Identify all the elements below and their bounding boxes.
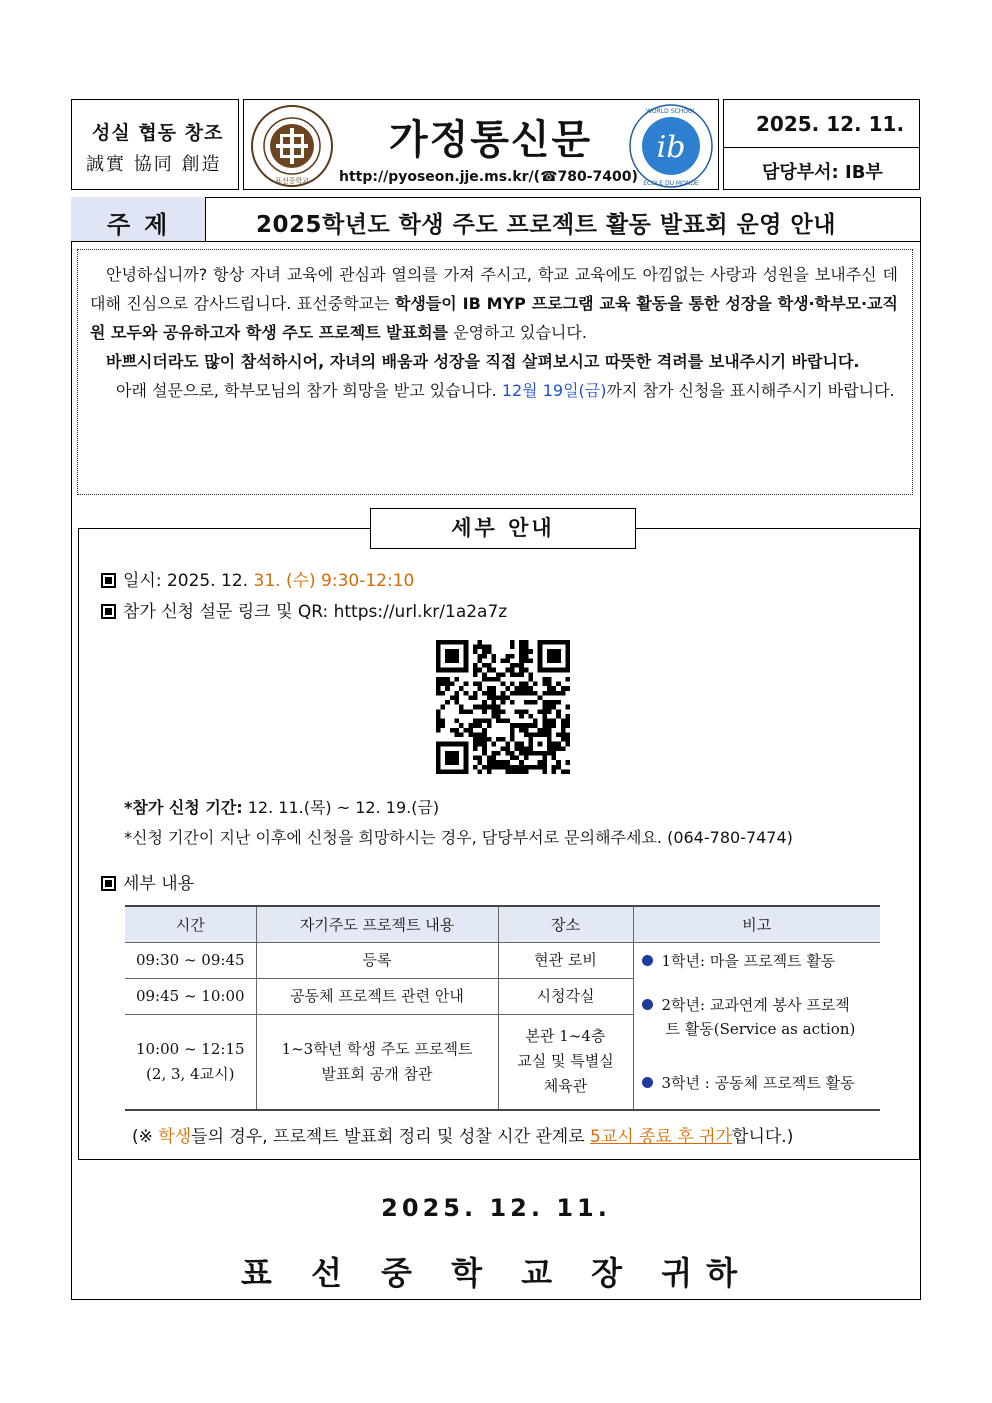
row-place-line-1: 본관 1~4층 xyxy=(525,1027,606,1046)
deadline-highlight: 12월 19일(금) xyxy=(501,381,607,400)
row-place-line-3: 체육관 xyxy=(543,1077,588,1096)
footnote-prefix: (※ xyxy=(132,1127,159,1147)
topic-row-line xyxy=(206,241,921,242)
event-date-line xyxy=(101,566,414,591)
row-time-main: 10:00 ~ 12:15 xyxy=(135,1039,245,1058)
department: 담당부서: IB부 xyxy=(762,162,883,183)
intro-p3-end: 까지 참가 신청을 표시해주시기 바랍니다. xyxy=(606,381,895,400)
survey-line xyxy=(101,597,507,622)
row-place: 현관 로비 xyxy=(498,942,633,978)
application-period xyxy=(124,795,439,818)
row-place-line-2: 교실 및 특별실 xyxy=(517,1052,614,1071)
footnote-suffix: 합니다.) xyxy=(732,1127,794,1147)
bullet-dot-icon xyxy=(642,955,653,966)
row-place: 시청각실 xyxy=(498,978,633,1014)
row-content: 공동체 프로젝트 관련 안내 xyxy=(256,978,498,1014)
remarks-cell xyxy=(633,942,880,1110)
detail-contents-label: 세부 내용 xyxy=(123,874,195,894)
motto-korean: 성실 협동 창조 xyxy=(92,122,224,144)
row-time-sub: (2, 3, 4교시) xyxy=(146,1064,235,1083)
footnote-dismissal: 5교시 종료 후 귀가 xyxy=(590,1127,733,1147)
square-bullet-icon xyxy=(101,876,116,891)
intro-paragraph-2: 바쁘시더라도 많이 참석하시어, 자녀의 배움과 성장을 직접 살펴보시고 따뜻한 격려를 보내주시기 바랍니다. xyxy=(106,352,860,371)
ib-logo-icon xyxy=(628,103,714,189)
schedule-table xyxy=(125,905,880,1111)
school-emblem-icon xyxy=(250,104,334,188)
topic-label: 주제 xyxy=(107,211,182,239)
details-title: 세부 안내 xyxy=(370,508,636,549)
period-value: 12. 11.(목) ~ 12. 19.(금) xyxy=(242,798,440,817)
table-row xyxy=(125,942,880,978)
dept-box xyxy=(723,147,920,190)
intro-box xyxy=(77,249,913,495)
header-place: 장소 xyxy=(498,906,633,942)
remark-text: 3학년 : 공동체 프로젝트 활동 xyxy=(661,1073,855,1092)
svg-text:ÉCOLE DU MONDE: ÉCOLE DU MONDE xyxy=(643,180,699,187)
page-title: 가정통신문 xyxy=(389,117,593,163)
event-date-highlight: 31. (수) 9:30-12:10 xyxy=(253,571,415,591)
table-footnote xyxy=(132,1122,793,1147)
intro-paragraph-3 xyxy=(90,376,898,405)
principal-signature: 표 선 중 학 교 장 귀하 xyxy=(240,1254,752,1292)
motto-hanja: 誠實 協同 創造 xyxy=(86,154,222,175)
remark-grade-2-cont: 트 활동(Service as action) xyxy=(665,1019,856,1038)
intro-p1-start: 안녕하십니까? 항상 자녀 교육에 관심과 열의를 가져 주시고, 학교 교육에도 아낌없는 사랑과 성원을 보내주신 데 대해 진심으로 감사드립니다. 표선중학교는 xyxy=(90,265,898,313)
intro-paragraph-1 xyxy=(90,260,898,347)
remark-grade-2 xyxy=(642,993,873,1017)
header-remark: 비고 xyxy=(633,906,880,942)
svg-text:ib: ib xyxy=(656,130,686,165)
qr-code[interactable] xyxy=(436,640,570,774)
row-content xyxy=(256,1014,498,1110)
topic-label-cell xyxy=(71,197,206,242)
event-date-label: 일시: 2025. 12. xyxy=(123,571,254,591)
remark-text: 2학년: 교과연계 봉사 프로젝 xyxy=(661,995,850,1014)
footnote-middle: 들의 경우, 프로젝트 발표회 정리 및 성찰 시간 관계로 xyxy=(191,1127,591,1147)
intro-p1-end: 운영하고 있습니다. xyxy=(448,323,587,342)
row-content-line-1: 1~3학년 학생 주도 프로젝트 xyxy=(281,1039,473,1058)
title-box xyxy=(243,99,719,190)
survey-link[interactable]: 참가 신청 설문 링크 및 QR: https://url.kr/1a2a7z xyxy=(123,602,508,622)
square-bullet-icon xyxy=(101,604,116,619)
remark-text: 1학년: 마을 프로젝트 활동 xyxy=(661,951,836,970)
intro-p1-bold: 학생들이 IB MYP 프로그램 교육 활동을 통한 성장을 학생·학부모·교직원 모두와 공유하고자 학생 주도 프로젝트 발표회를 xyxy=(90,294,898,342)
period-label: *참가 신청 기간: xyxy=(124,798,243,817)
intro-p3-start: 아래 설문으로, 학부모님의 참가 희망을 받고 있습니다. xyxy=(116,381,502,400)
date-box xyxy=(723,99,920,148)
remark-grade-3 xyxy=(642,1071,873,1095)
svg-text:WORLD SCHOOL: WORLD SCHOOL xyxy=(646,108,696,115)
bullet-dot-icon xyxy=(642,1077,653,1088)
row-content: 등록 xyxy=(256,942,498,978)
svg-text:표선중학교: 표선중학교 xyxy=(275,177,309,185)
square-bullet-icon xyxy=(101,573,116,588)
footer-date: 2025. 12. 11. xyxy=(381,1194,611,1222)
issue-date: 2025. 12. 11. xyxy=(756,112,905,136)
row-place xyxy=(498,1014,633,1110)
row-time xyxy=(125,1014,256,1110)
header-content: 자기주도 프로젝트 내용 xyxy=(256,906,498,942)
row-time: 09:45 ~ 10:00 xyxy=(125,978,256,1014)
motto-box xyxy=(71,99,239,190)
bullet-dot-icon xyxy=(642,999,653,1010)
remark-grade-1 xyxy=(642,949,873,973)
footnote-students: 학생 xyxy=(158,1127,192,1147)
header-time: 시간 xyxy=(125,906,256,942)
row-content-line-2: 발표회 공개 참관 xyxy=(321,1064,433,1083)
detail-contents-heading xyxy=(101,869,194,894)
table-header-row xyxy=(125,906,880,942)
row-time: 09:30 ~ 09:45 xyxy=(125,942,256,978)
late-application-note: *신청 기간이 지난 이후에 신청을 희망하시는 경우, 담당부서로 문의해주세요. (064-780-7474) xyxy=(124,828,793,847)
school-url[interactable]: http://pyoseon.jje.ms.kr/(☎780-7400) xyxy=(339,169,638,185)
topic-text: 2025학년도 학생 주도 프로젝트 활동 발표회 운영 안내 xyxy=(256,212,836,238)
